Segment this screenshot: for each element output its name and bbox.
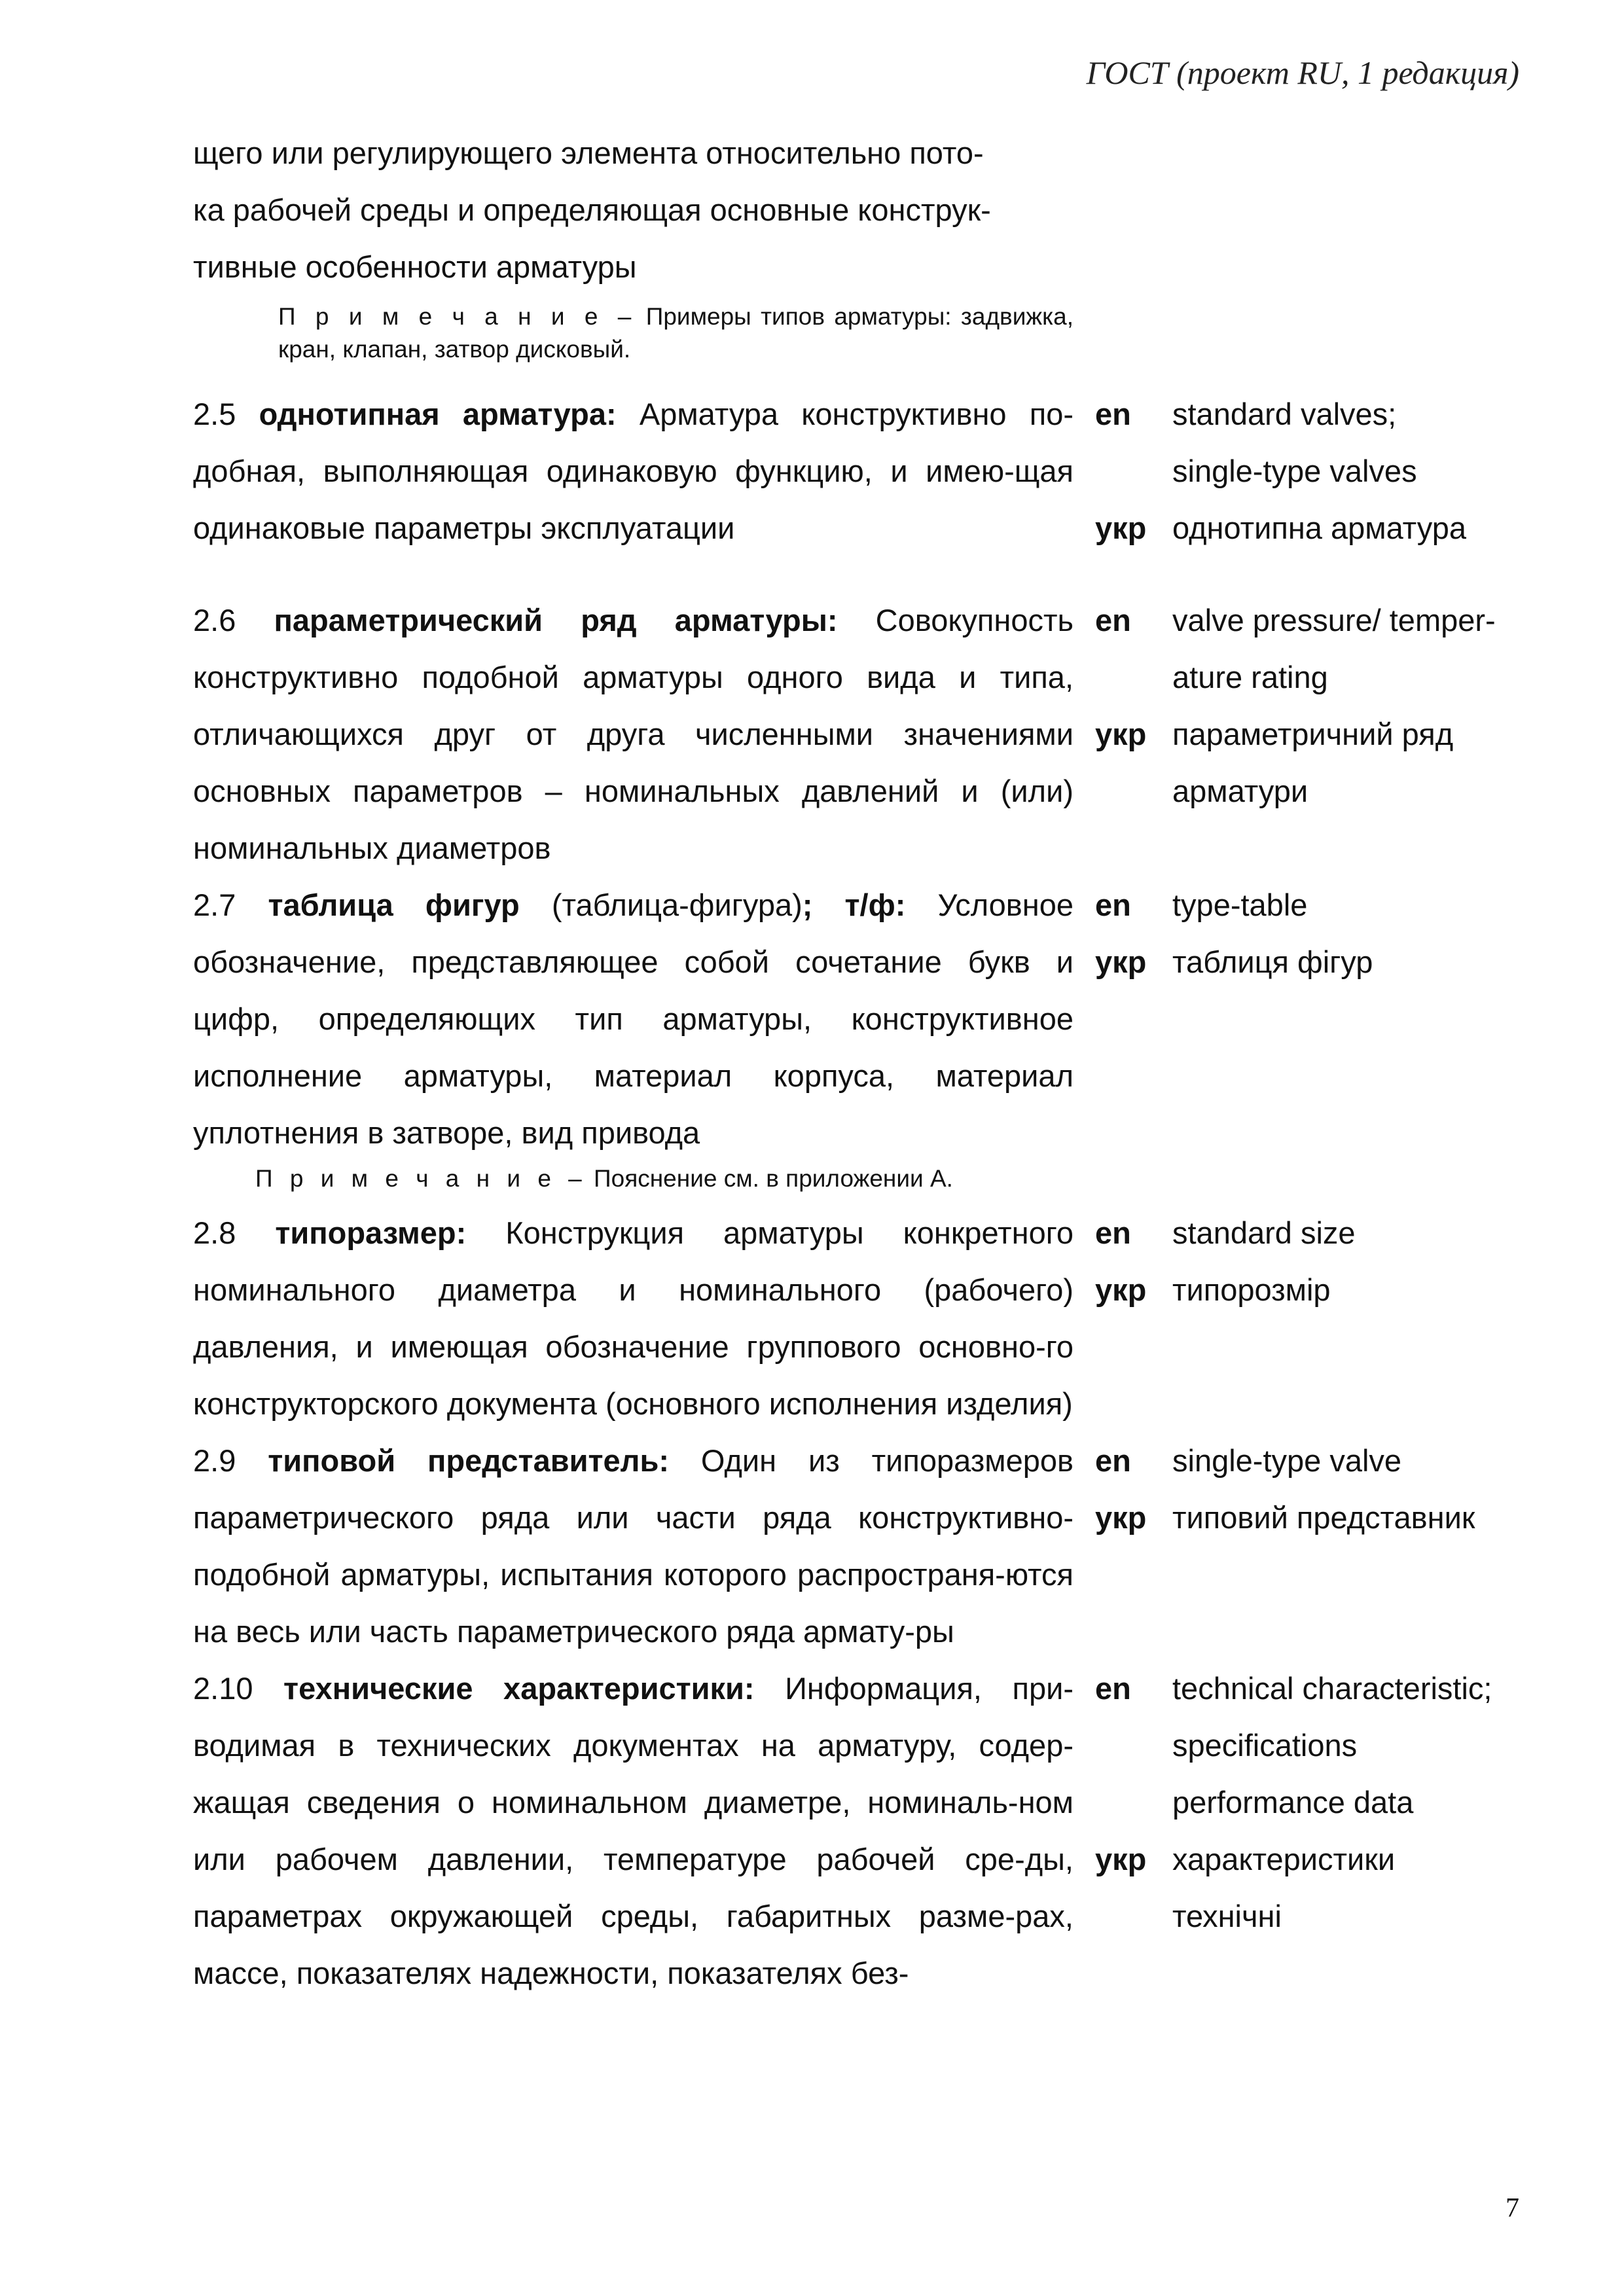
term-entry-2-10 bbox=[193, 1660, 1528, 2001]
term-number: 2.6 bbox=[193, 603, 236, 637]
term-definition bbox=[193, 876, 1074, 1161]
continuation-block bbox=[193, 124, 1528, 366]
definition-text: Конструкция арматуры конкретного номинального диаметра и номинального (рабочего) давления, и имеющая обозначение группового основно-го конструкторского документа (основного исполнения изделия) bbox=[193, 1215, 1074, 1421]
definition-text: Условное обозначение, представляющее собой сочетание букв и цифр, определяющих тип арматуры, конструктивное исполнение арматуры, материал корпуса, материал уплотнения в затворе, вид привода bbox=[193, 888, 1074, 1150]
lang-tag-ukr: укр bbox=[1095, 1842, 1147, 1876]
ukrainian-equivalent: однотипна арматура bbox=[1172, 511, 1466, 545]
equivalents bbox=[1095, 592, 1528, 819]
lang-tag-en: en bbox=[1095, 1215, 1131, 1250]
term-entry-2-7 bbox=[193, 876, 1528, 1195]
term-entry-2-5 bbox=[193, 386, 1528, 556]
equivalents bbox=[1095, 386, 1528, 556]
ukrainian-equivalent: типовий представник bbox=[1172, 1500, 1475, 1535]
lang-tag-en: en bbox=[1095, 603, 1131, 637]
lang-tag-en: en bbox=[1095, 1443, 1131, 1478]
definition-text: Информация, при-водимая в технических документах на арматуру, содер-жащая сведения о номинальном диаметре, номиналь-ном или рабочем давлении, температуре рабочей сре-ды, параметрах окружающей среды, габаритных разме-рах, массе, показателях надежности, показателях без- bbox=[193, 1671, 1074, 1990]
term-entry-2-6 bbox=[193, 592, 1528, 876]
english-equivalent: technical characteristic; bbox=[1172, 1671, 1492, 1706]
continuation-line: щего или регулирующего элемента относительно пото- bbox=[193, 135, 984, 170]
term-name: параметрический ряд арматуры: bbox=[274, 603, 838, 637]
ukrainian-equivalent: таблиця фігур bbox=[1172, 944, 1373, 979]
note-label: П р и м е ч а н и е – bbox=[278, 303, 637, 330]
ukrainian-equivalent: характеристики bbox=[1172, 1842, 1396, 1876]
ukrainian-equivalent: типорозмір bbox=[1172, 1272, 1331, 1307]
ukrainian-equivalent: технічні bbox=[1172, 1899, 1282, 1933]
lang-tag-en: en bbox=[1095, 1671, 1131, 1706]
continuation-line: тивные особенности арматуры bbox=[193, 249, 637, 284]
ukrainian-equivalent: арматури bbox=[1172, 774, 1308, 808]
equivalents bbox=[1095, 1660, 1528, 1945]
document-body bbox=[193, 124, 1528, 2001]
definition-text: Один из типоразмеров параметрического ряда или части ряда конструктивно-подобной арматуры, испытания которого распространя-ются на весь или часть параметрического ряда армату-ры bbox=[193, 1443, 1074, 1649]
term-number: 2.8 bbox=[193, 1215, 236, 1250]
equivalent-row-en bbox=[1095, 592, 1528, 706]
lang-tag-en: en bbox=[1095, 397, 1131, 431]
equivalents bbox=[1095, 1204, 1528, 1318]
term-note bbox=[193, 1162, 1074, 1195]
term-abbreviation: ; т/ф: bbox=[802, 888, 906, 922]
term-entry-2-9 bbox=[193, 1432, 1528, 1660]
term-alt-name: (таблица-фигура) bbox=[519, 888, 803, 922]
term-name: таблица фигур bbox=[268, 888, 520, 922]
definition-text: Арматура конструктивно по-добная, выполняющая одинаковую функцию, и имею-щая одинаковые параметры эксплуатации bbox=[193, 397, 1074, 545]
term-number: 2.7 bbox=[193, 888, 236, 922]
equivalent-row-ukr bbox=[1095, 1261, 1528, 1318]
equivalents bbox=[1095, 1432, 1528, 1546]
english-equivalent: type-table bbox=[1172, 888, 1308, 922]
equivalent-row-en bbox=[1095, 1660, 1528, 1831]
term-definition bbox=[193, 592, 1074, 876]
equivalent-row-ukr bbox=[1095, 706, 1528, 819]
continuation-line: ка рабочей среды и определяющая основные конструк- bbox=[193, 192, 991, 227]
term-name: типоразмер: bbox=[275, 1215, 467, 1250]
english-equivalent: valve pressure/ temper- bbox=[1172, 603, 1496, 637]
equivalent-row-ukr bbox=[1095, 499, 1528, 556]
equivalent-row-en bbox=[1095, 876, 1528, 933]
continuation-text bbox=[193, 124, 1074, 295]
note-text: Пояснение см. в приложении А. bbox=[586, 1165, 953, 1192]
equivalent-row-en bbox=[1095, 1204, 1528, 1261]
note-label: П р и м е ч а н и е – bbox=[255, 1165, 587, 1192]
page-number: 7 bbox=[1506, 2193, 1519, 2223]
equivalent-row-en bbox=[1095, 386, 1528, 499]
equivalent-row-en bbox=[1095, 1432, 1528, 1489]
term-definition bbox=[193, 1204, 1074, 1432]
lang-tag-ukr: укр bbox=[1095, 1500, 1147, 1535]
equivalents bbox=[1095, 876, 1528, 990]
term-number: 2.9 bbox=[193, 1443, 236, 1478]
term-number: 2.5 bbox=[193, 397, 236, 431]
lang-tag-en: en bbox=[1095, 888, 1131, 922]
lang-tag-ukr: укр bbox=[1095, 944, 1147, 979]
english-equivalent: ature rating bbox=[1172, 660, 1328, 694]
english-equivalent: single-type valves bbox=[1172, 454, 1417, 488]
ukrainian-equivalent: параметричний ряд bbox=[1172, 717, 1454, 751]
document-header: ГОСТ (проект RU, 1 редакция) bbox=[1086, 54, 1519, 91]
lang-tag-ukr: укр bbox=[1095, 1272, 1147, 1307]
equivalent-row-ukr bbox=[1095, 1489, 1528, 1546]
term-number: 2.10 bbox=[193, 1671, 253, 1706]
term-definition bbox=[193, 1432, 1074, 1660]
english-equivalent: standard size bbox=[1172, 1215, 1356, 1250]
term-name: типовой представитель: bbox=[268, 1443, 670, 1478]
lang-tag-ukr: укр bbox=[1095, 717, 1147, 751]
english-equivalent: single-type valve bbox=[1172, 1443, 1402, 1478]
english-equivalent: specifications bbox=[1172, 1728, 1358, 1763]
english-equivalent: performance data bbox=[1172, 1785, 1414, 1820]
term-definition bbox=[193, 386, 1074, 556]
term-name: технические характеристики: bbox=[283, 1671, 755, 1706]
continuation-note bbox=[193, 300, 1074, 366]
lang-tag-ukr: укр bbox=[1095, 511, 1147, 545]
term-entry-2-8 bbox=[193, 1204, 1528, 1432]
english-equivalent: standard valves; bbox=[1172, 397, 1397, 431]
equivalent-row-ukr bbox=[1095, 933, 1528, 990]
term-definition bbox=[193, 1660, 1074, 2001]
definition-text: Совокупность конструктивно подобной арматуры одного вида и типа, отличающихся друг от друга численными значениями основных параметров – номинальных давлений и (или) номинальных диаметров bbox=[193, 603, 1074, 865]
note-text: Примеры типов арматуры: задвижка, кран, клапан, затвор дисковый. bbox=[278, 303, 1074, 363]
equivalent-row-ukr bbox=[1095, 1831, 1528, 1945]
term-name: однотипная арматура: bbox=[259, 397, 617, 431]
